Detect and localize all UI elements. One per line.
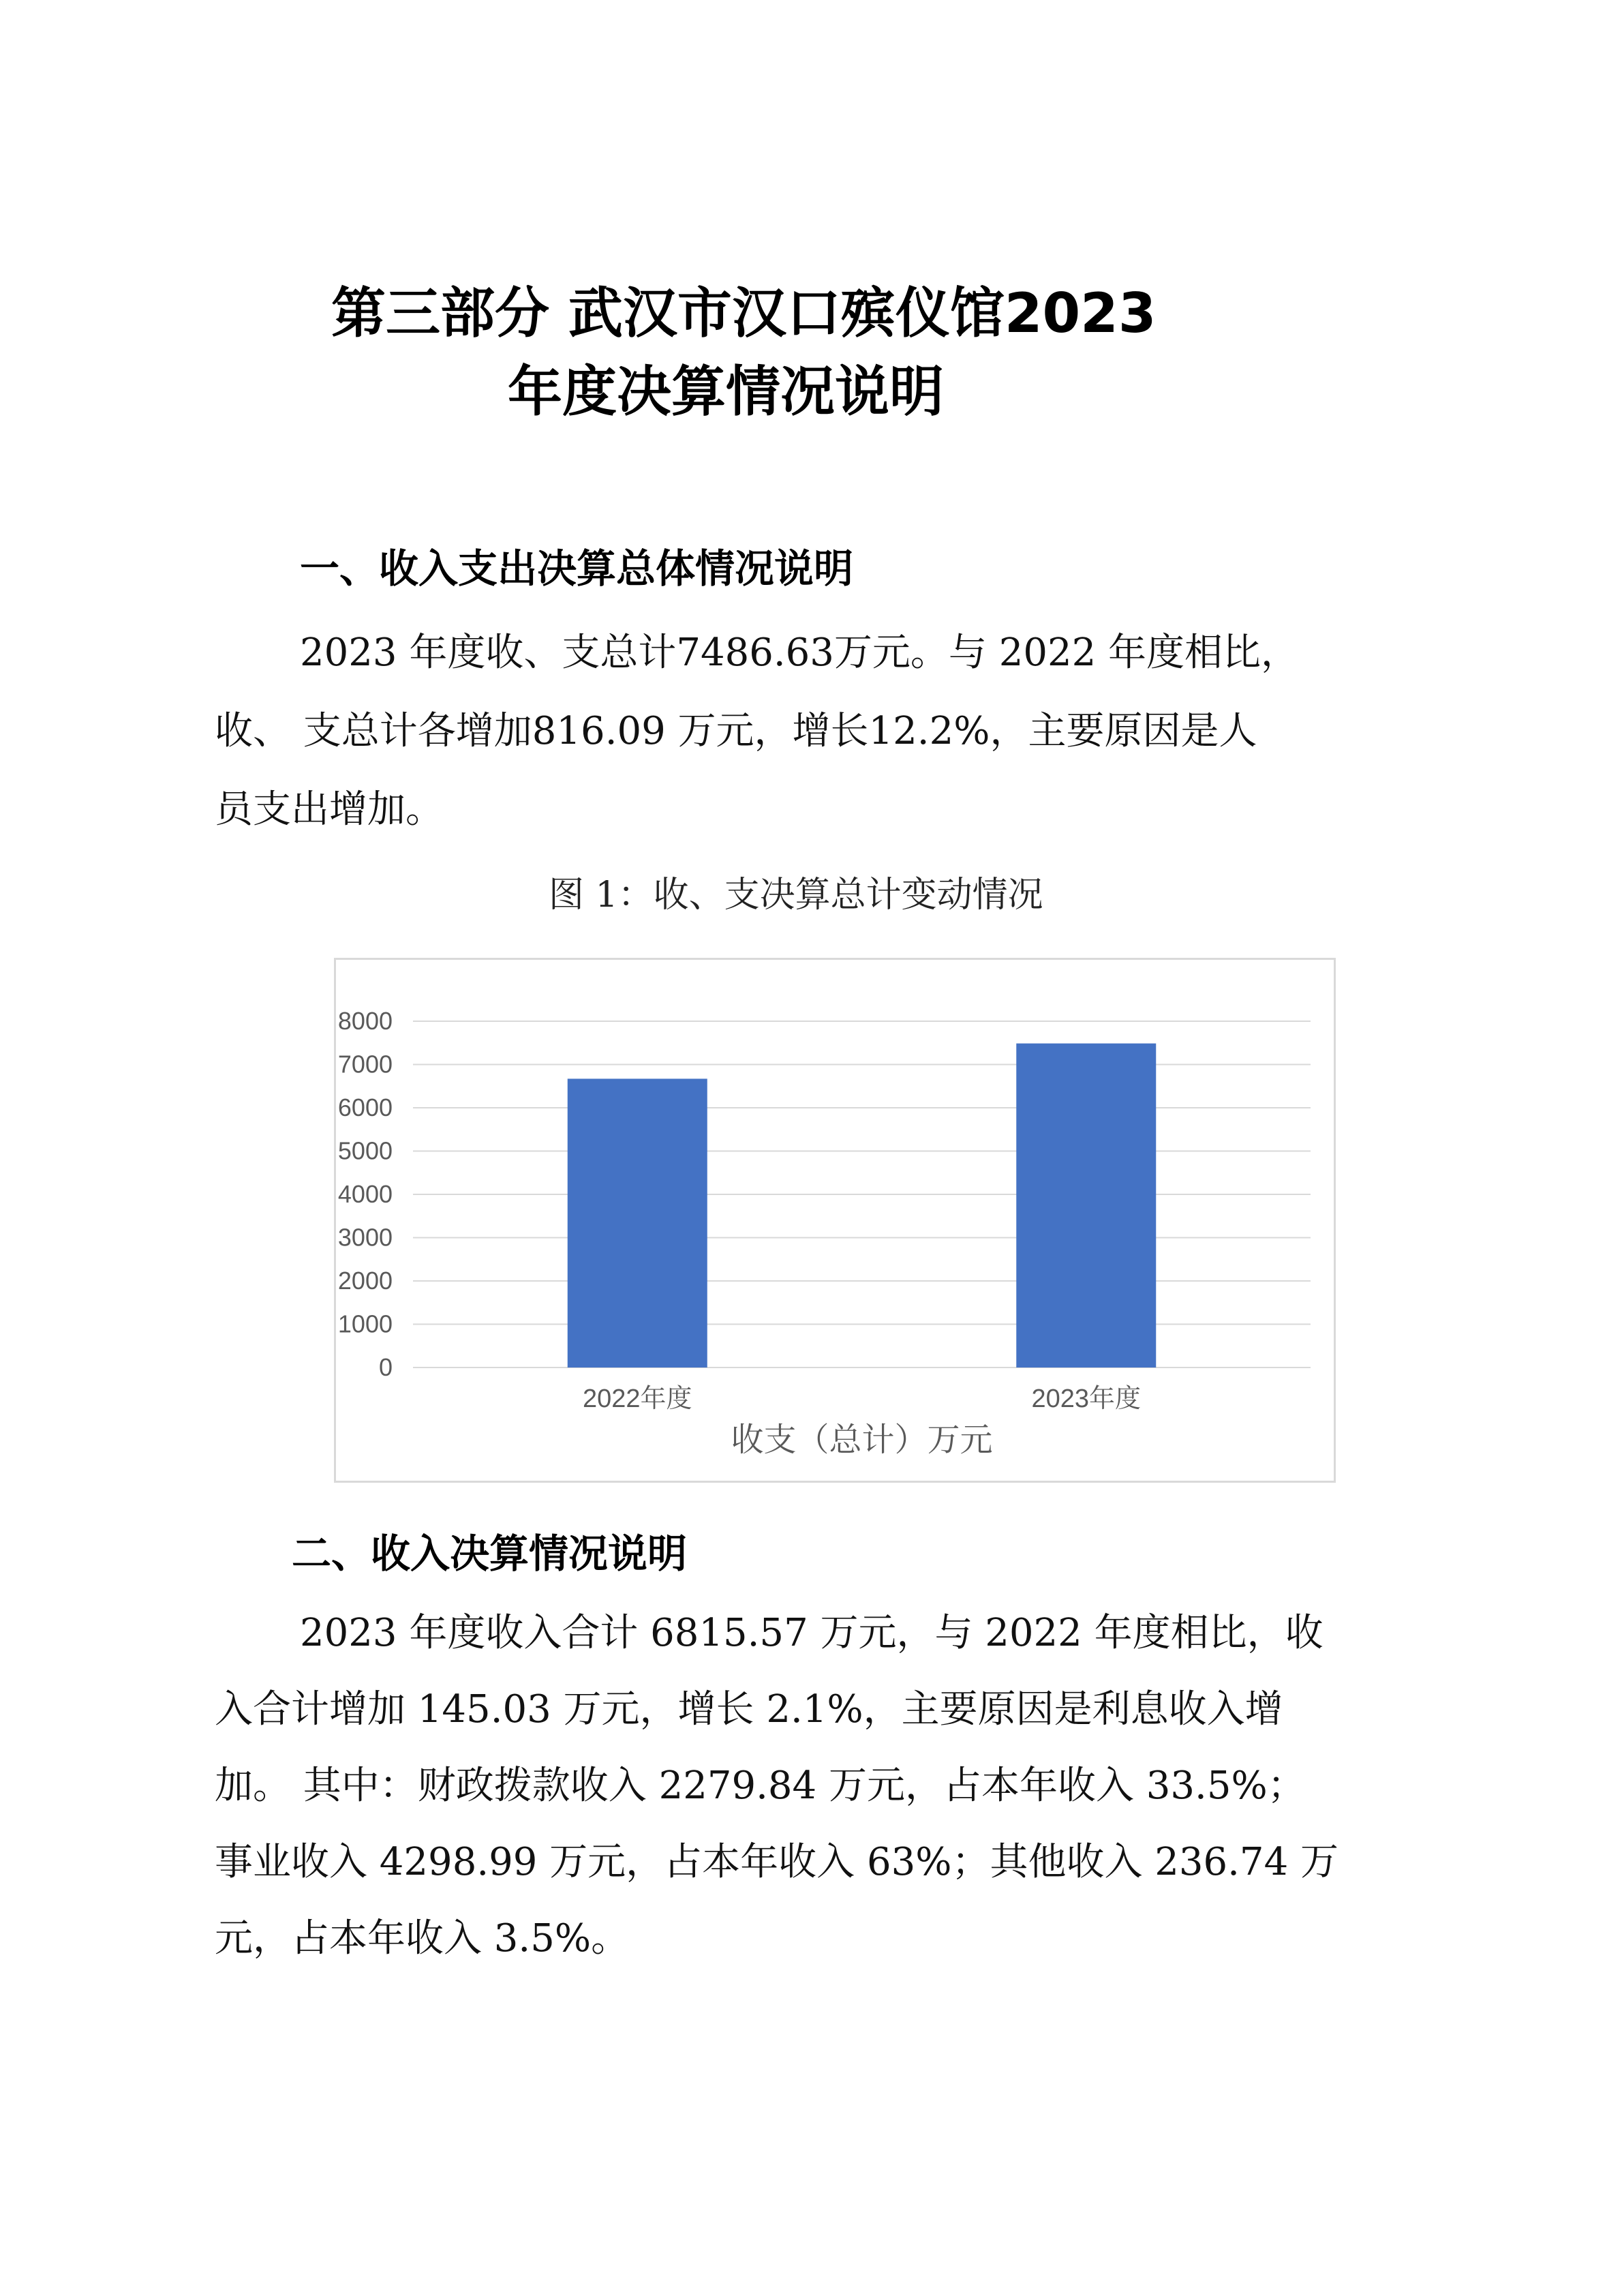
paragraph-line: 加。 其中：财政拨款收入 2279.84 万元，占本年收入 33.5%； xyxy=(215,1764,1306,1808)
paragraph-line: 2023 年度收、支总计7486.63万元。与 2022 年度相比， xyxy=(300,631,1300,675)
bar-chart-svg xyxy=(336,960,1334,1481)
section-heading-income: 二、收入决算情况说明 xyxy=(292,1530,688,1577)
y-tick-label: 0 xyxy=(378,1353,393,1381)
paragraph-line: 事业收入 4298.99 万元，占本年收入 63%；其他收入 236.74 万 xyxy=(215,1840,1338,1884)
paragraph-line: 员支出增加。 xyxy=(215,787,444,832)
section-heading-income-expense-overview: 一、收入支出决算总体情况说明 xyxy=(300,545,854,592)
y-tick-label: 7000 xyxy=(337,1050,393,1078)
paragraph-line: 2023 年度收入合计 6815.57 万元，与 2022 年度相比，收 xyxy=(300,1611,1323,1655)
y-tick-label: 4000 xyxy=(337,1180,393,1208)
category-label: 2022年度 xyxy=(582,1385,692,1413)
y-tick-label: 1000 xyxy=(337,1310,393,1338)
category-label: 2023年度 xyxy=(1031,1385,1142,1413)
paragraph-line: 元，占本年收入 3.5%。 xyxy=(215,1916,630,1961)
y-tick-label: 5000 xyxy=(337,1136,393,1165)
y-tick-label: 6000 xyxy=(337,1093,393,1121)
paragraph-line: 收、 支总计各增加816.09 万元，增长12.2%，主要原因是人 xyxy=(215,709,1257,753)
figure-caption: 图 1：收、支决算总计变动情况 xyxy=(549,875,1043,916)
x-axis-label: 收支（总计）万元 xyxy=(731,1421,993,1459)
bar xyxy=(568,1078,707,1368)
y-tick-label: 8000 xyxy=(337,1007,393,1035)
y-tick-label: 2000 xyxy=(337,1267,393,1295)
bar xyxy=(1016,1044,1156,1368)
y-tick-label: 3000 xyxy=(337,1223,393,1252)
bar-chart xyxy=(334,958,1336,1483)
paragraph-line: 入合计增加 145.03 万元，增长 2.1%，主要原因是利息收入增 xyxy=(215,1687,1283,1732)
page-title-line-1: 第三部分 武汉市汉口殡仪馆2023 xyxy=(331,282,1157,345)
page-title-line-2: 年度决算情况说明 xyxy=(508,360,944,423)
